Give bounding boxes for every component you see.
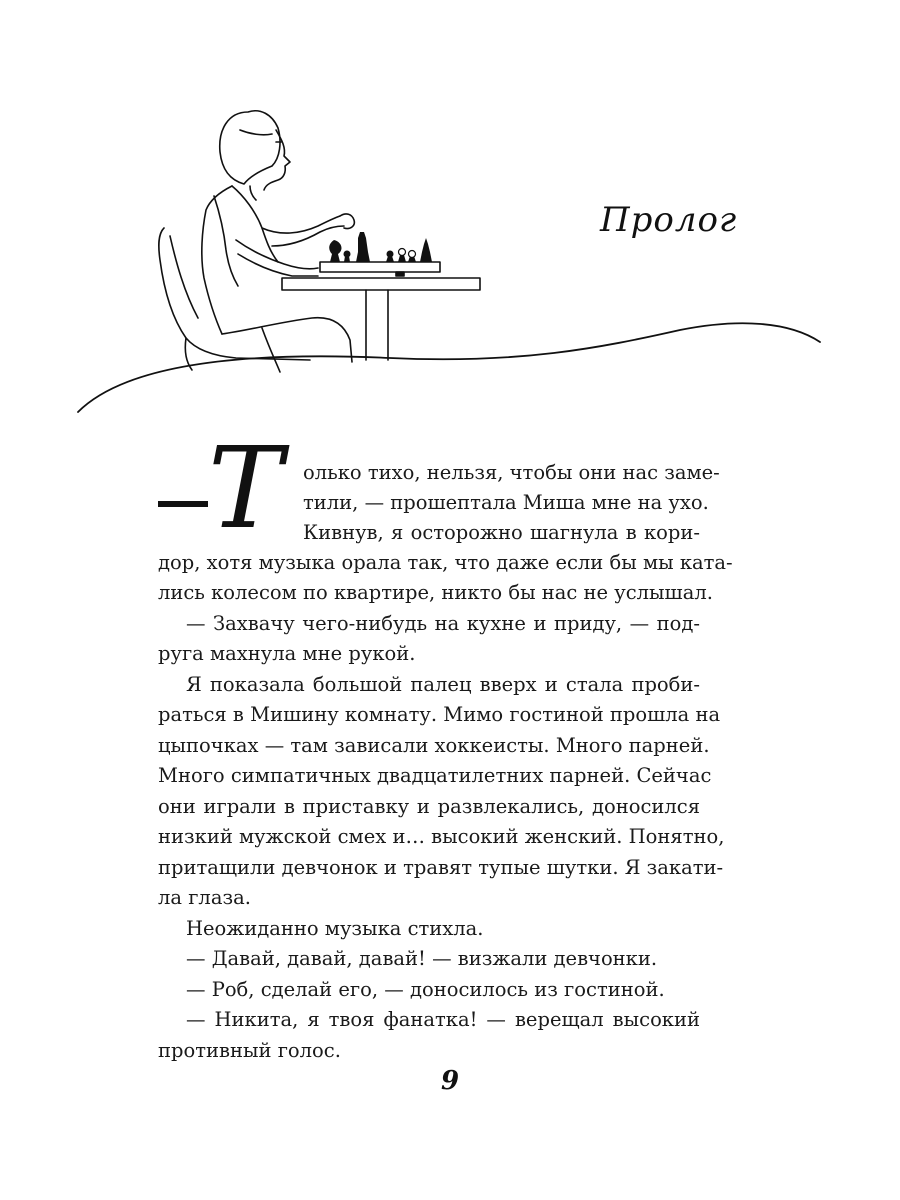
- text-line: Много симпатичных двадцатилетних парней. Сейчас: [158, 764, 712, 787]
- wave-line: [78, 323, 820, 412]
- text-line: — Роб, сделай его, — доносилось из гостиной.: [186, 978, 665, 1001]
- text-line: руга махнула мне рукой.: [158, 642, 416, 665]
- text-line: Кивнув, я осторожно шагнула в кори-: [303, 521, 700, 544]
- chapter-title: Пролог: [600, 200, 738, 240]
- chess-woman-illustration: [0, 0, 900, 430]
- text-line: олько тихо, нельзя, чтобы они нас заме-: [303, 461, 720, 484]
- text-line: ла глаза.: [158, 886, 251, 909]
- text-line: лись колесом по квартире, никто бы нас не услышал.: [158, 581, 713, 604]
- page-number: 9: [440, 1066, 460, 1096]
- text-line: — Никита, я твоя фанатка! — верещал высокий: [186, 1008, 700, 1031]
- text-line: притащили девчонок и травят тупые шутки. Я закати-: [158, 856, 724, 879]
- text-line: Неожиданно музыка стихла.: [186, 917, 484, 940]
- hair: [220, 111, 280, 184]
- text-line: — Захвачу чего-нибудь на кухне и приду, — под-: [186, 612, 700, 635]
- drop-cap-letter: Т: [208, 424, 283, 554]
- text-line: — Давай, давай, давай! — визжали девчонки.: [186, 947, 658, 970]
- text-line: низкий мужской смех и… высокий женский. Понятно,: [158, 825, 725, 848]
- text-line: Я показала большой палец вверх и стала проби-: [186, 673, 700, 696]
- chessboard: [320, 262, 440, 272]
- text-line: цыпочках — там зависали хоккеисты. Много парней.: [158, 734, 710, 757]
- text-line: раться в Мишину комнату. Мимо гостиной прошла на: [158, 703, 721, 726]
- text-line: дор, хотя музыка орала так, что даже если бы мы ката-: [158, 551, 733, 574]
- chair: [159, 228, 310, 360]
- drop-cap-dash: [158, 501, 208, 507]
- text-line: противный голос.: [158, 1039, 341, 1062]
- table-top: [282, 278, 480, 290]
- chess-pieces: [329, 232, 432, 262]
- text-line: тили, — прошептала Миша мне на ухо.: [303, 491, 709, 514]
- drop-cap: [158, 424, 308, 554]
- text-line: они играли в приставку и развлекались, доносился: [158, 795, 700, 818]
